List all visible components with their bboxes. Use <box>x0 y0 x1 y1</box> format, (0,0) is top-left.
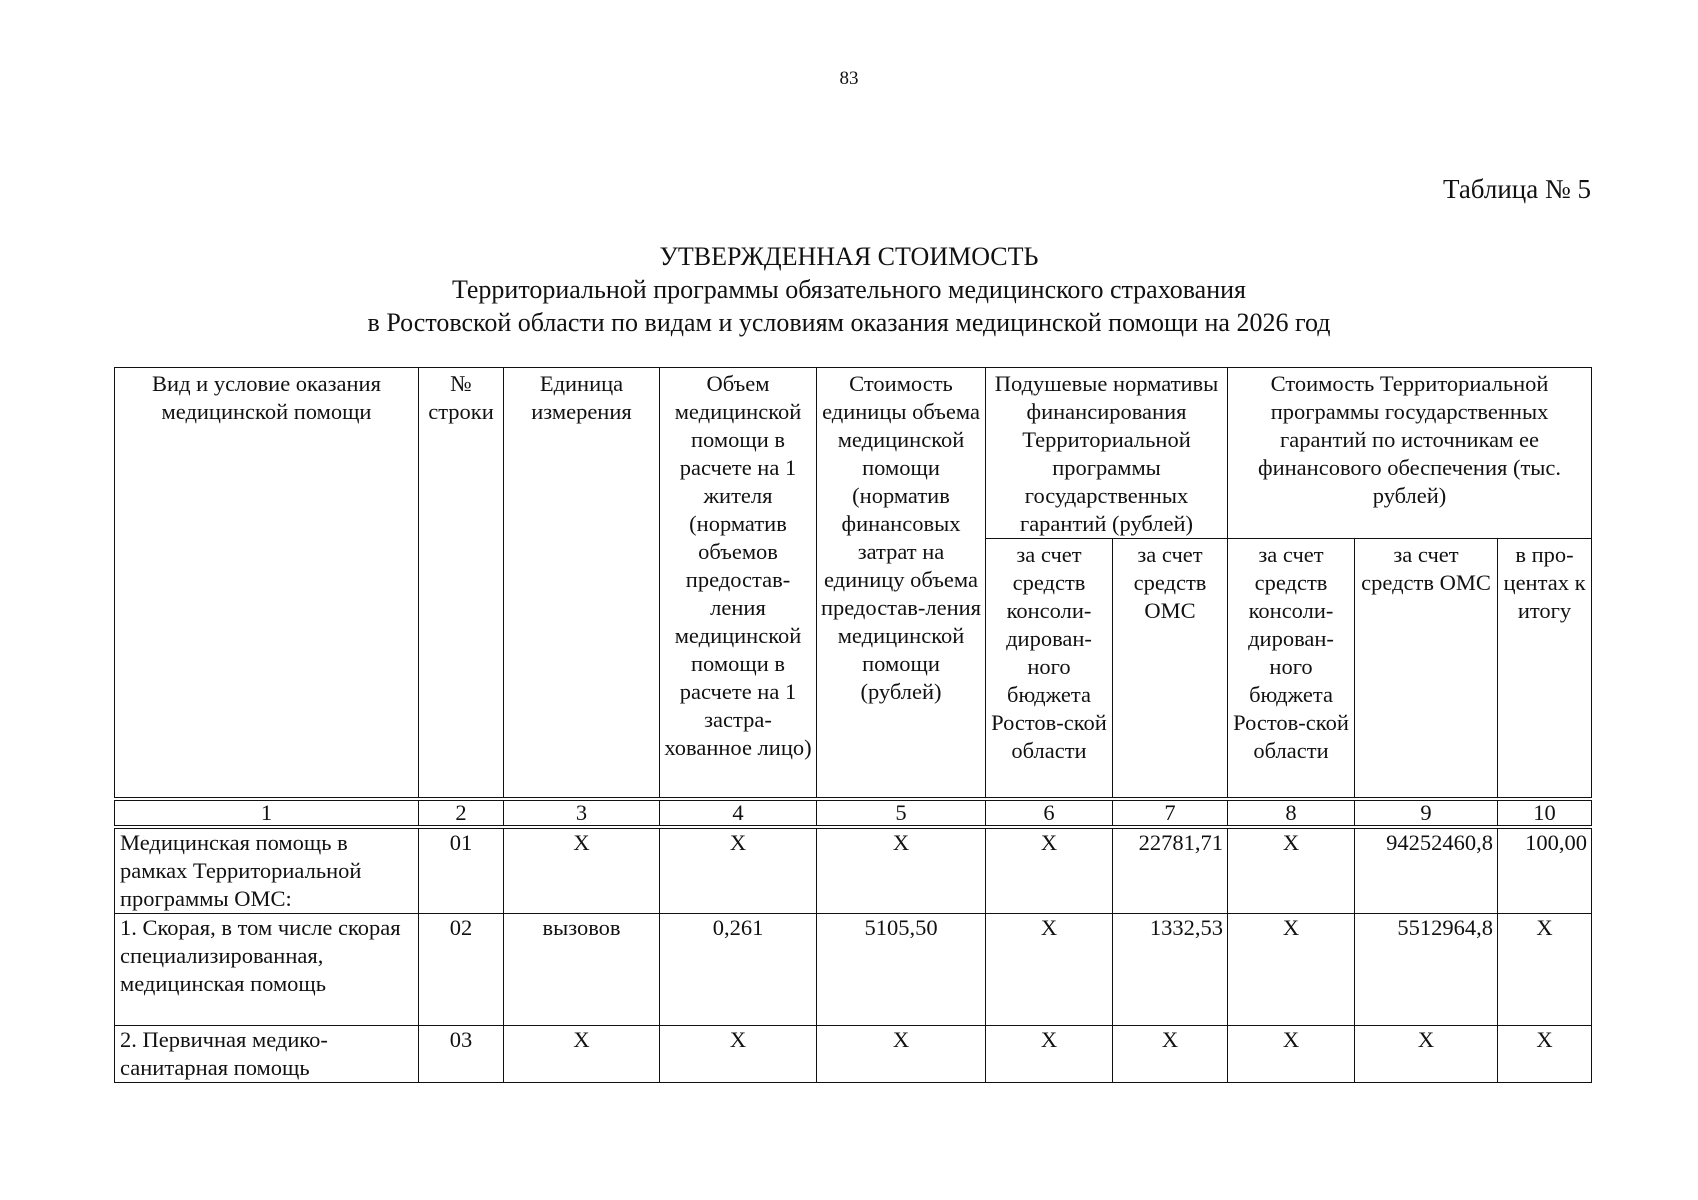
column-number: 5 <box>817 799 986 827</box>
header-per-capita-budget: за счет средств консоли-дирован-ного бюджета Ростов-ской области <box>986 539 1113 800</box>
title-line-1: УТВЕРЖДЕННАЯ СТОИМОСТЬ <box>659 242 1039 271</box>
row-care-type: 2. Первичная медико-санитарная помощь <box>115 1026 419 1083</box>
row-percent: X <box>1498 914 1592 1026</box>
row-care-type: Медицинская помощь в рамках Территориальной программы ОМС: <box>115 827 419 914</box>
row-cost-oms: 5512964,8 <box>1355 914 1498 1026</box>
row-percent: X <box>1498 1026 1592 1083</box>
row-unit-cost: X <box>817 827 986 914</box>
row-per-capita-budget: X <box>986 914 1113 1026</box>
row-number: 01 <box>419 827 504 914</box>
header-percent-of-total: в про-центах к итогу <box>1498 539 1592 800</box>
row-per-capita-oms: 1332,53 <box>1113 914 1228 1026</box>
row-cost-budget: X <box>1228 1026 1355 1083</box>
header-unit: Единица измерения <box>504 368 660 800</box>
row-cost-oms: X <box>1355 1026 1498 1083</box>
header-cost-budget: за счет средств консоли-дирован-ного бюджета Ростов-ской области <box>1228 539 1355 800</box>
header-per-capita-oms: за счет средств ОМС <box>1113 539 1228 800</box>
row-unit-cost: X <box>817 1026 986 1083</box>
column-number: 4 <box>660 799 817 827</box>
page-number: 83 <box>839 68 859 89</box>
row-unit: X <box>504 1026 660 1083</box>
row-cost-budget: X <box>1228 914 1355 1026</box>
header-care-type: Вид и условие оказания медицинской помощи <box>115 368 419 800</box>
header-row-1 <box>115 368 1592 539</box>
table-row <box>115 1026 1592 1083</box>
cost-table <box>114 367 1592 1083</box>
header-per-capita-group: Подушевые нормативы финансирования Территориальной программы государственных гарантий (рублей) <box>986 368 1228 539</box>
column-number: 10 <box>1498 799 1592 827</box>
header-volume: Объем медицинской помощи в расчете на 1 жителя (норматив объемов предостав-ления медицинской помощи в расчете на 1 застра-хованное лицо) <box>660 368 817 800</box>
row-unit: X <box>504 827 660 914</box>
header-cost-oms: за счет средств ОМС <box>1355 539 1498 800</box>
column-number: 2 <box>419 799 504 827</box>
column-number-row <box>115 799 1592 827</box>
table-row <box>115 914 1592 1026</box>
row-cost-budget: X <box>1228 827 1355 914</box>
row-volume: X <box>660 827 817 914</box>
row-number: 02 <box>419 914 504 1026</box>
column-number: 6 <box>986 799 1113 827</box>
table-row <box>115 827 1592 914</box>
row-per-capita-budget: X <box>986 827 1113 914</box>
row-volume: X <box>660 1026 817 1083</box>
row-cost-oms: 94252460,8 <box>1355 827 1498 914</box>
row-percent: 100,00 <box>1498 827 1592 914</box>
column-number: 1 <box>115 799 419 827</box>
row-volume: 0,261 <box>660 914 817 1026</box>
document-title <box>0 240 1698 339</box>
row-per-capita-budget: X <box>986 1026 1113 1083</box>
row-per-capita-oms: 22781,71 <box>1113 827 1228 914</box>
title-line-3: в Ростовской области по видам и условиям оказания медицинской помощи на 2026 год <box>367 308 1331 337</box>
header-row-number: № строки <box>419 368 504 800</box>
header-program-cost-group: Стоимость Территориальной программы государственных гарантий по источникам ее финансового обеспечения (тыс. рублей) <box>1228 368 1592 539</box>
cost-table-container <box>114 367 1591 1083</box>
row-number: 03 <box>419 1026 504 1083</box>
column-number: 3 <box>504 799 660 827</box>
row-unit-cost: 5105,50 <box>817 914 986 1026</box>
row-unit: вызовов <box>504 914 660 1026</box>
column-number: 8 <box>1228 799 1355 827</box>
column-number: 7 <box>1113 799 1228 827</box>
row-care-type: 1. Скорая, в том числе скорая специализированная, медицинская помощь <box>115 914 419 1026</box>
title-line-2: Территориальной программы обязательного медицинского страхования <box>452 275 1246 304</box>
column-number: 9 <box>1355 799 1498 827</box>
row-per-capita-oms: X <box>1113 1026 1228 1083</box>
table-label: Таблица № 5 <box>1443 174 1591 204</box>
header-unit-cost: Стоимость единицы объема медицинской помощи (норматив финансовых затрат на единицу объема предостав-ления медицинской помощи (рублей) <box>817 368 986 800</box>
